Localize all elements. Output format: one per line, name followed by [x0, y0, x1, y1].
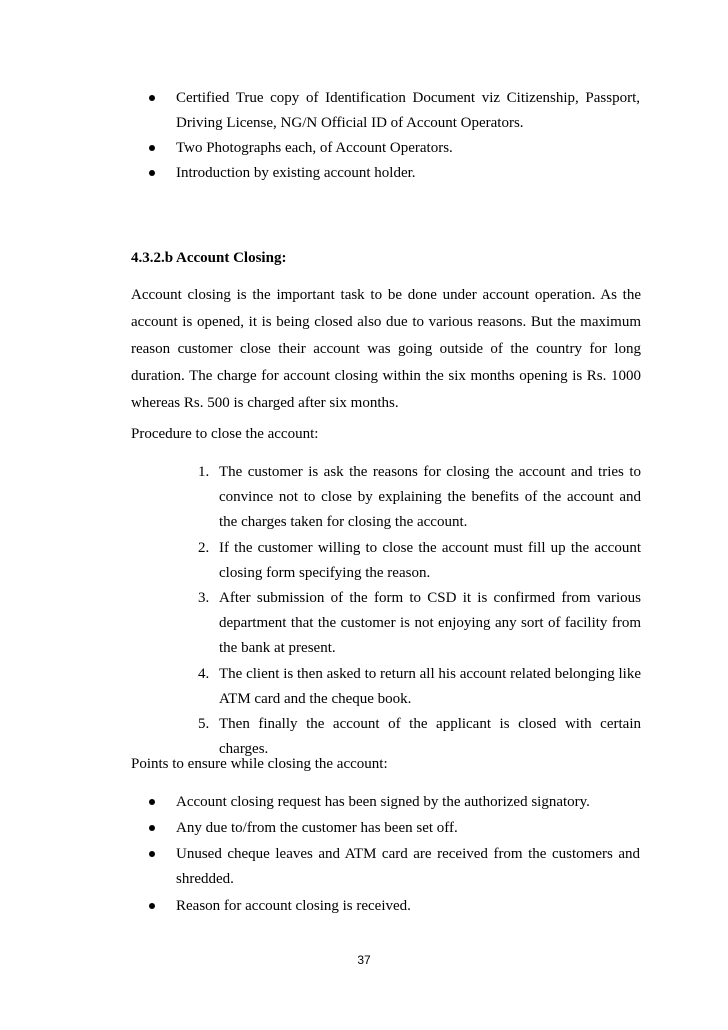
procedure-step	[198, 586, 641, 661]
list-item-text: Certified True copy of Identification Document viz Citizenship, Passport, Driving License, NG/N Official ID of Account Operators.	[176, 90, 640, 131]
step-text: The customer is ask the reasons for closing the account and tries to convince not to close by explaining the benefits of the account and the charges taken for closing the account.	[219, 464, 641, 530]
procedure-step	[198, 662, 641, 712]
list-item	[150, 790, 640, 815]
body-paragraph: Account closing is the important task to be done under account operation. As the account is opened, it is being closed also due to various reasons. But the maximum reason customer close their account was going outside of the country for long duration. The charge for account closing within the six months opening is Rs. 1000 whereas Rs. 500 is charged after six months.	[131, 287, 641, 411]
list-item-text: Account closing request has been signed by the authorized signatory.	[176, 794, 590, 810]
list-item-text: Reason for account closing is received.	[176, 898, 411, 914]
step-number: 5.	[198, 716, 210, 732]
list-item-text: Unused cheque leaves and ATM card are received from the customers and shredded.	[176, 846, 640, 887]
list-item-text: Two Photographs each, of Account Operators.	[176, 140, 453, 156]
step-number: 2.	[198, 540, 210, 556]
list-item-text: Introduction by existing account holder.	[176, 165, 416, 181]
step-text: If the customer willing to close the account must fill up the account closing form specifying the reason.	[219, 540, 641, 581]
step-text: The client is then asked to return all his account related belonging like ATM card and the cheque book.	[219, 666, 641, 707]
points-intro: Points to ensure while closing the account:	[131, 756, 388, 772]
list-item	[150, 816, 640, 841]
list-item	[150, 894, 640, 919]
list-item-text: Any due to/from the customer has been set off.	[176, 820, 458, 836]
procedure-step	[198, 536, 641, 586]
step-number: 4.	[198, 666, 210, 682]
procedure-intro: Procedure to close the account:	[131, 426, 319, 442]
list-item	[150, 86, 640, 136]
step-number: 3.	[198, 590, 210, 606]
list-item	[150, 161, 640, 186]
section-heading: 4.3.2.b Account Closing:	[131, 250, 287, 266]
list-item	[150, 136, 640, 161]
procedure-step	[198, 460, 641, 535]
list-item	[150, 842, 640, 892]
step-number: 1.	[198, 464, 210, 480]
step-text: After submission of the form to CSD it is confirmed from various department that the customer is not enjoying any sort of facility from the bank at present.	[219, 590, 641, 656]
step-text: Then finally the account of the applicant is closed with certain charges.	[219, 716, 641, 757]
page-number: 37	[357, 953, 371, 967]
